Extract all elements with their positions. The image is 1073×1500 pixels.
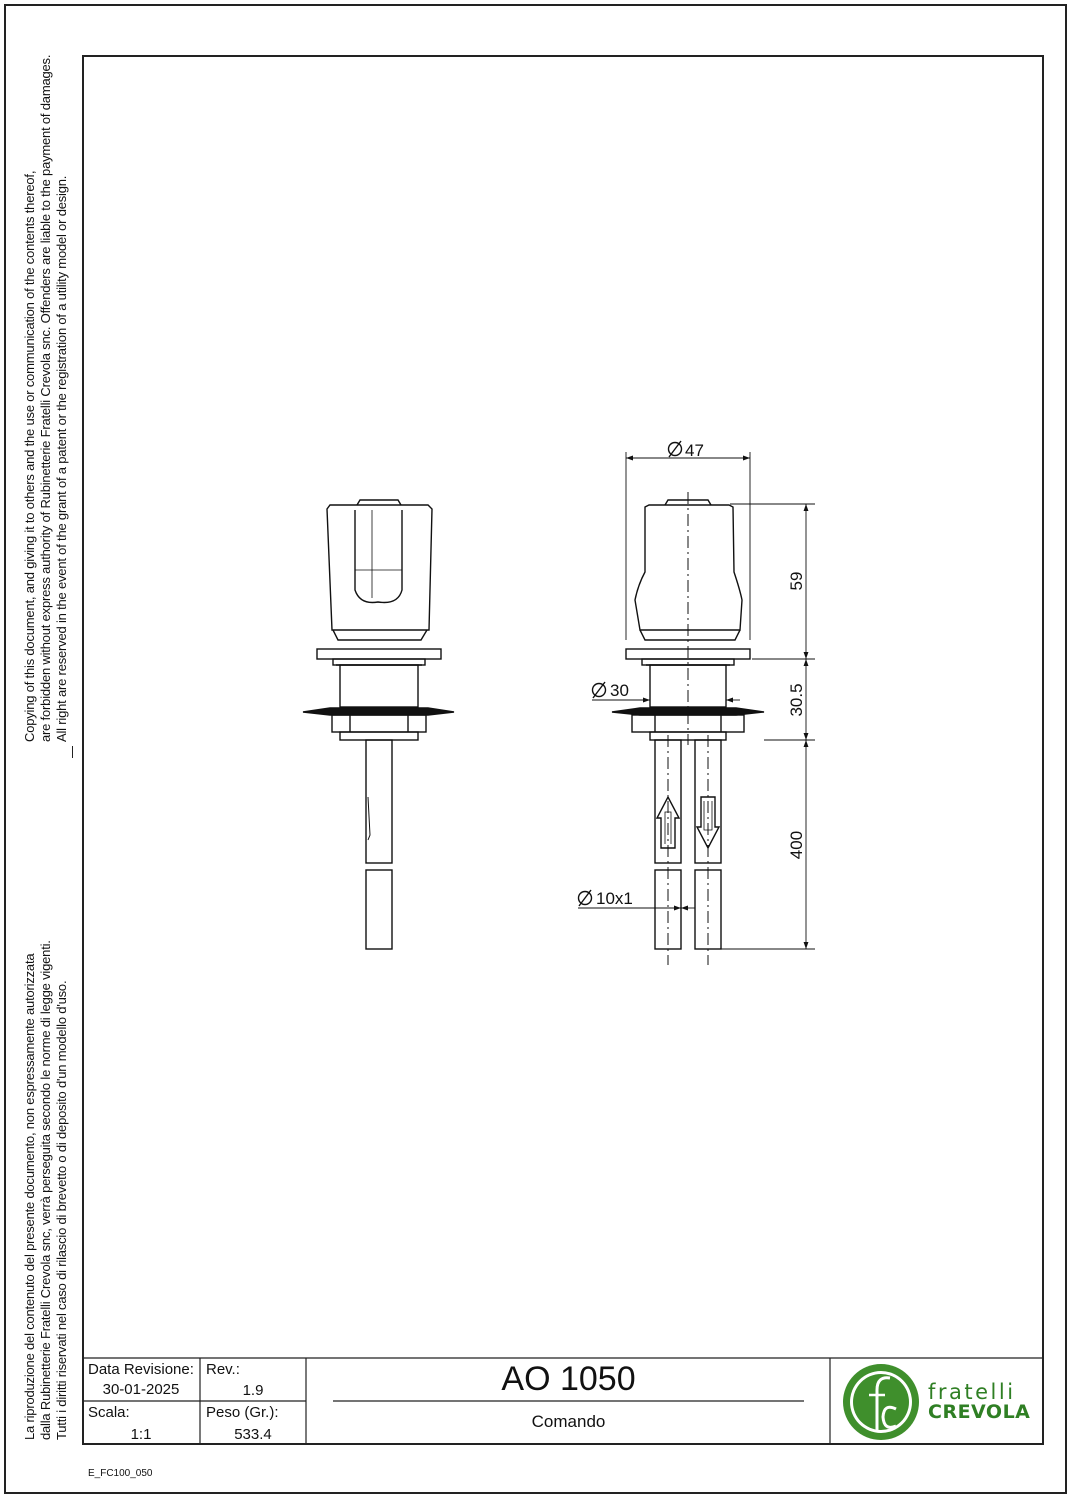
dim-diameter-head: 47 <box>685 441 704 460</box>
legal-en-line-3: All right are reserved in the event of the grant of a patent or the registration of a utility model or design. <box>54 175 69 742</box>
rev-label: Rev.: <box>206 1361 240 1378</box>
dim-length-pipes: 400 <box>787 830 806 860</box>
side-view-washer <box>303 708 454 715</box>
weight-cell <box>200 1401 306 1445</box>
side-view-flange <box>317 649 441 659</box>
legal-it-line-1: La riproduzione del contenuto del presente documento, non espressamente autorizzata <box>22 953 37 1440</box>
product-description: Comando <box>531 1412 606 1431</box>
product-code: AO 1050 <box>501 1360 636 1398</box>
logo-text-crevola: CREVOLA <box>928 1401 1031 1423</box>
weight-value: 533.4 <box>234 1426 272 1443</box>
rev-value: 1.9 <box>242 1382 264 1399</box>
side-view-knob-cap <box>357 500 401 505</box>
side-view-body <box>340 665 418 707</box>
centre-lines <box>668 492 708 965</box>
document-id: E_FC100_050 <box>88 1468 153 1479</box>
side-view-knob-lever <box>355 510 402 603</box>
rev-cell <box>200 1358 306 1401</box>
scale-cell <box>82 1401 200 1445</box>
legal-en-line-2: are forbidden without express authority of Rubinetterie Fratelli Crevola snc. Offenders are liable to the payment of damages. <box>38 54 53 742</box>
product-cell <box>333 1358 804 1445</box>
dim-diameter-pipe: 10x1 <box>596 889 633 908</box>
side-view-knob <box>327 505 432 630</box>
scale-label: Scala: <box>88 1404 130 1421</box>
logo-text-fratelli: fratelli <box>928 1380 1016 1404</box>
side-view-pipe <box>366 740 392 863</box>
dim-diameter-body: 30 <box>610 681 629 700</box>
legal-it-line-3: Tutti i diritti riservati nel caso di rilascio di brevetto o di deposito d'un modello d'uso. <box>54 980 69 1440</box>
title-block <box>82 1358 1044 1445</box>
dim-height-body: 30.5 <box>787 683 806 717</box>
weight-label: Peso (Gr.): <box>206 1404 279 1421</box>
revision-date-cell <box>82 1358 200 1401</box>
scale-value: 1:1 <box>130 1426 152 1443</box>
dim-height-head: 59 <box>787 571 806 591</box>
legal-it-line-2: dalla Rubinetterie Fratelli Crevola snc, verrà perseguita secondo le norme di legge vigenti. <box>38 940 53 1440</box>
revision-date-label: Data Revisione: <box>88 1361 194 1378</box>
dimension-lines <box>578 452 815 949</box>
revision-date-value: 30-01-2025 <box>102 1381 180 1398</box>
legal-en-line-1: Copying of this document, and giving it to others and the use or communication of the contents thereof, <box>22 170 37 742</box>
side-view-nut <box>332 715 426 732</box>
side-view <box>303 500 454 949</box>
